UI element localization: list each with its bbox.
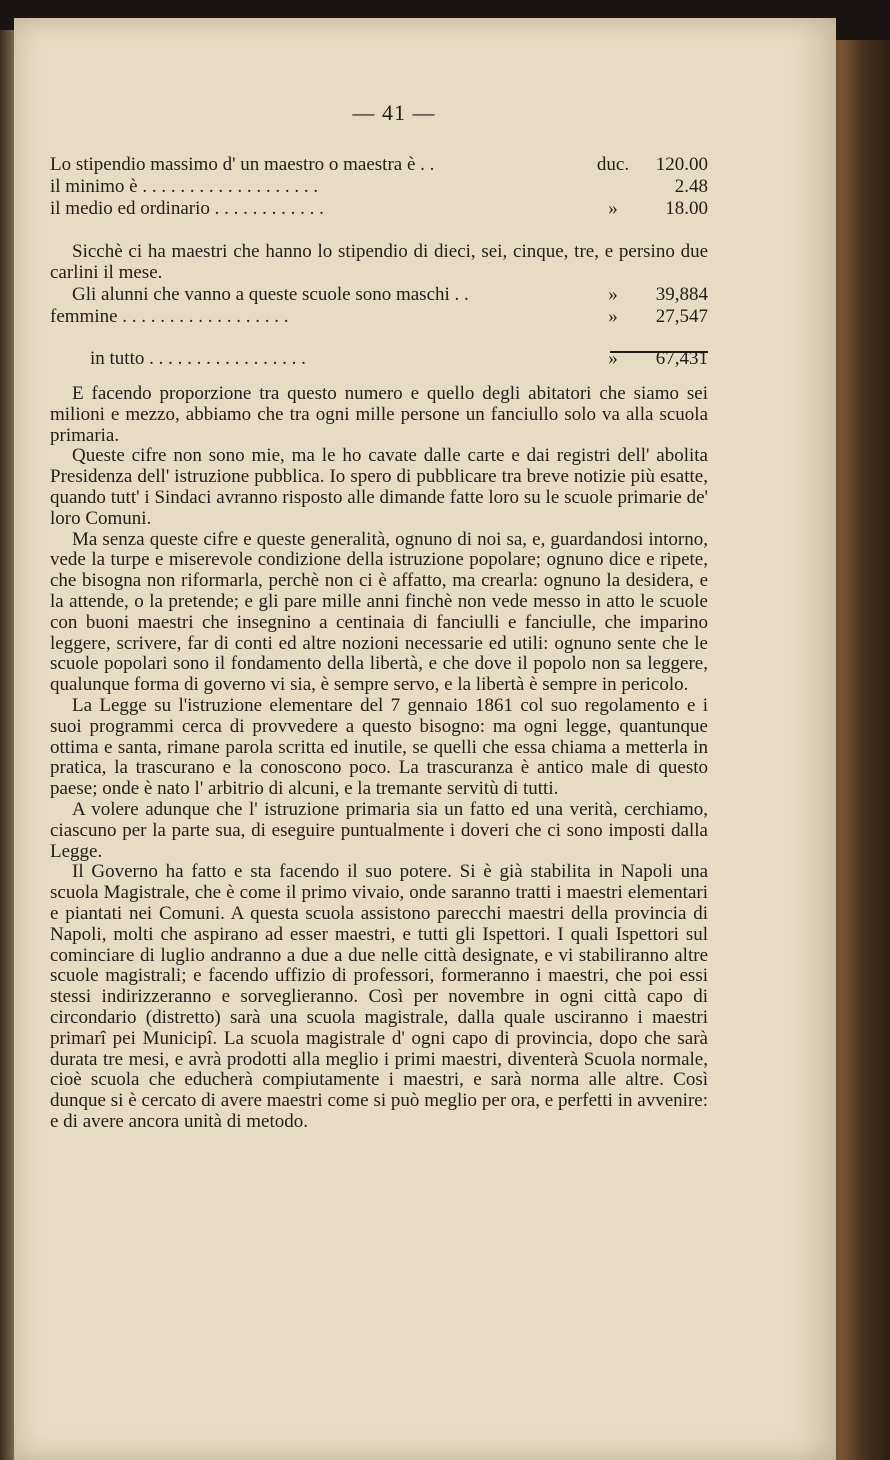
paragraph: Queste cifre non sono mie, ma le ho cavate dalle carte e dai registri dell' abolita Presidenza dell' istruzione pubblica. Io spero di pubblicare tra breve notizie più esatte, quando tutt' i Sindaci avranno risposto alle dimande fatte loro su le scuole primarie de' loro Comuni. [50, 445, 708, 529]
salary-unit: duc. [596, 154, 630, 175]
salary-row-min [50, 176, 708, 198]
paragraph: Il Governo ha fatto e sta facendo il suo potere. Si è già stabilita in Napoli una scuola Magistrale, che è come il primo vivaio, onde saranno tratti i maestri elementari e piantati nei Comuni. A questa scuola assistono parecchi maestri della provincia di Napoli, molti che aspirano ad esser maestri, e tutti gli Ispettori. I quali Ispettori sul cominciare di luglio andranno a due a due nelle città designate, e vi stabiliranno altre scuole magistrali; e facendo uffizio di professori, formeranno i maestri, che poi essi stessi indirizzeranno e sorveglieranno. Così per novembre in ogni città capo di circondario (distretto) sarà una scuola magistrale, dalla quale usciranno i maestri primarî pei Municipî. La scuola magistrale d' ogni capo di provincia, dopo che sarà durata tre mesi, e avrà prodotti alla meglio i primi maestri, diventerà Scuola normale, cioè scuola che educherà compiutamente i maestri, e sarà norma alle altre. Così dunque si è cercato di avere maestri come si può meglio per ora, e perfetti in avvenire: e di avere ancora unità di metodo. [50, 861, 708, 1132]
salary-value: 2.48 [674, 176, 708, 197]
pupils-row-female [50, 306, 708, 328]
body-text [50, 384, 708, 1133]
salary-unit: » [608, 198, 618, 219]
intro-paragraph [50, 242, 708, 284]
salary-label: Lo stipendio massimo d' un maestro o maestra è . . [50, 154, 435, 175]
total-value: 67,431 [655, 348, 708, 369]
pupils-label: Gli alunni che vanno a queste scuole sono maschi . . [72, 284, 469, 305]
pupils-label: femmine . . . . . . . . . . . . . . . . . . [50, 306, 289, 327]
page-number: — 41 — [352, 100, 436, 125]
paragraph: Sicchè ci ha maestri che hanno lo stipendio di dieci, sei, cinque, tre, e persino due carlini il mese. [50, 241, 708, 283]
total-label: in tutto . . . . . . . . . . . . . . . . . [90, 348, 306, 369]
pupils-unit: » [608, 306, 618, 327]
paragraph: A volere adunque che l' istruzione primaria sia un fatto ed una verità, cerchiamo, ciascuno per la parte sua, di eseguire puntualmente i doveri che ci sono imposti dalla Legge. [50, 798, 708, 862]
pupils-row-male [50, 284, 708, 306]
paragraph: La Legge su l'istruzione elementare del 7 gennaio 1861 col suo regolamento e i suoi programmi cerca di provvedere a questo bisogno: ma ogni legge, quantunque ottima e santa, rimane parola scritta ed inutile, se quelli che essa chiama a metterla in pratica, la trascurano e la conoscono poco. La trascuranza è antico male di questo paese; onde è nato l' arbitrio di alcuni, e la tremante servitù di tutti. [50, 694, 708, 800]
pupils-value: 27,547 [655, 306, 708, 327]
salary-row-medio [50, 198, 708, 220]
pupils-unit: » [608, 284, 618, 305]
book-page [14, 18, 836, 1460]
total-row [50, 348, 708, 370]
total-unit: » [608, 348, 618, 369]
paragraph: Ma senza queste cifre e queste generalità, ognuno di noi sa, e, guardandosi intorno, vede la turpe e miserevole condizione della istruzione popolare; ognuno dice e ripete, che bisogna non riformarla, perchè non ci è affatto, ma crearla: ognuno la desidera, e la attende, o la pretende; e gli pare mille anni finchè non vede messo in atto le scuole con buoni maestri che insegnino a centinaia di fanciulli e fanciulle, che imparino leggere, scrivere, far di conti ed altre nozioni necessarie ed utili: ognuno sente che le scuole popolari sono il fondamento della libertà, e che dove il popolo non sa leggere, qualunque forma di governo vi sia, è sempre servo, e la libertà è sempre in pericolo. [50, 528, 708, 696]
pupils-value: 39,884 [655, 284, 708, 305]
salary-label: il minimo è . . . . . . . . . . . . . . . . . . . [50, 176, 319, 197]
salary-row-max [50, 154, 708, 176]
salary-value: 120.00 [655, 154, 708, 175]
paragraph: E facendo proporzione tra questo numero e quello degli abitatori che siamo sei milioni e mezzo, abbiamo che tra ogni mille persone un fanciullo solo va alla scuola primaria. [50, 383, 708, 446]
salary-value: 18.00 [665, 198, 708, 219]
salary-label: il medio ed ordinario . . . . . . . . . . . . [50, 198, 324, 219]
